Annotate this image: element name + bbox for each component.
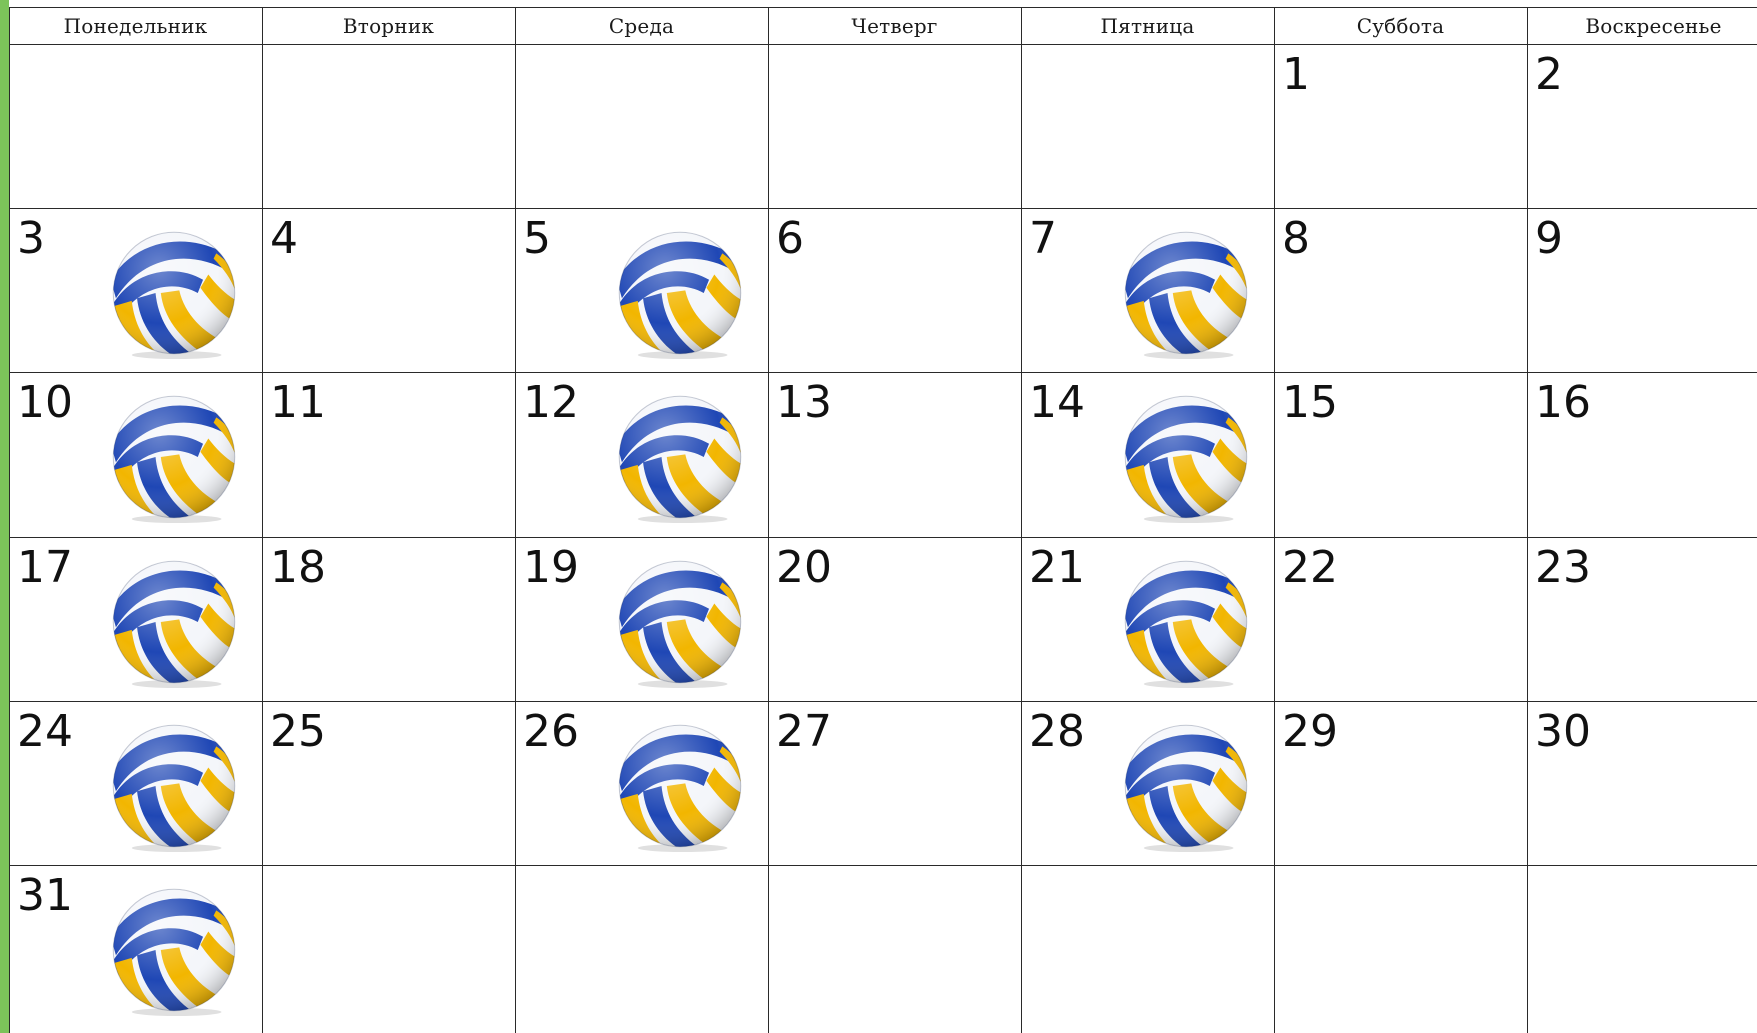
day-cell[interactable] — [1528, 45, 1757, 208]
day-number: 1 — [1282, 49, 1310, 100]
grid-row-line — [9, 537, 1757, 538]
volleyball-icon — [1120, 720, 1252, 852]
day-number: 6 — [776, 213, 804, 264]
volleyball-icon — [108, 720, 240, 852]
day-number: 10 — [17, 377, 73, 428]
day-number: 7 — [1029, 213, 1057, 264]
volleyball-icon — [614, 556, 746, 688]
day-cell[interactable] — [1528, 373, 1757, 537]
day-number: 17 — [17, 542, 73, 593]
weekday-header: Вторник — [342, 14, 435, 38]
day-cell[interactable] — [769, 866, 1021, 1033]
day-cell[interactable] — [1528, 702, 1757, 865]
day-number: 20 — [776, 542, 832, 593]
day-cell[interactable] — [516, 45, 768, 208]
grid-column-line — [515, 7, 516, 1033]
volleyball-icon — [614, 720, 746, 852]
volleyball-icon — [108, 391, 240, 523]
day-cell[interactable] — [10, 373, 262, 537]
day-cell[interactable] — [10, 866, 262, 1033]
grid-row-line — [9, 44, 1757, 45]
day-cell[interactable] — [769, 702, 1021, 865]
day-cell[interactable] — [1275, 209, 1527, 372]
day-number: 5 — [523, 213, 551, 264]
day-cell[interactable] — [263, 538, 515, 701]
day-cell[interactable] — [10, 45, 262, 208]
volleyball-icon — [614, 391, 746, 523]
volleyball-icon — [108, 227, 240, 359]
day-cell[interactable] — [263, 45, 515, 208]
day-cell[interactable] — [1528, 538, 1757, 701]
day-cell[interactable] — [516, 209, 768, 372]
day-cell[interactable] — [1275, 702, 1527, 865]
volleyball-icon — [108, 556, 240, 688]
day-cell[interactable] — [1528, 866, 1757, 1033]
day-number: 4 — [270, 213, 298, 264]
page-edge-stripe — [0, 0, 9, 1033]
day-cell[interactable] — [516, 538, 768, 701]
day-number: 8 — [1282, 213, 1310, 264]
day-cell[interactable] — [1275, 373, 1527, 537]
day-number: 23 — [1535, 542, 1591, 593]
day-cell[interactable] — [1022, 45, 1274, 208]
month-calendar — [9, 0, 1757, 1033]
day-number: 2 — [1535, 49, 1563, 100]
day-number: 25 — [270, 706, 326, 757]
weekday-header: Понедельник — [63, 14, 208, 38]
grid-row-line — [9, 865, 1757, 866]
day-cell[interactable] — [1528, 209, 1757, 372]
day-cell[interactable] — [516, 373, 768, 537]
day-number: 30 — [1535, 706, 1591, 757]
grid-column-line — [768, 7, 769, 1033]
day-cell[interactable] — [1022, 538, 1274, 701]
day-number: 24 — [17, 706, 73, 757]
volleyball-icon — [108, 884, 240, 1016]
day-number: 11 — [270, 377, 326, 428]
day-cell[interactable] — [769, 373, 1021, 537]
day-cell[interactable] — [1275, 45, 1527, 208]
volleyball-icon — [1120, 391, 1252, 523]
day-cell[interactable] — [516, 866, 768, 1033]
day-cell[interactable] — [263, 209, 515, 372]
day-number: 26 — [523, 706, 579, 757]
volleyball-icon — [1120, 227, 1252, 359]
weekday-header: Среда — [608, 14, 675, 38]
day-number: 28 — [1029, 706, 1085, 757]
day-cell[interactable] — [769, 45, 1021, 208]
day-cell[interactable] — [1275, 538, 1527, 701]
day-cell[interactable] — [263, 373, 515, 537]
day-number: 22 — [1282, 542, 1338, 593]
day-cell[interactable] — [516, 702, 768, 865]
volleyball-icon — [1120, 556, 1252, 688]
day-number: 14 — [1029, 377, 1085, 428]
grid-row-line — [9, 7, 1757, 8]
grid-column-line — [1021, 7, 1022, 1033]
volleyball-icon — [614, 227, 746, 359]
grid-row-line — [9, 208, 1757, 209]
day-number: 31 — [17, 870, 73, 921]
day-number: 15 — [1282, 377, 1338, 428]
day-cell[interactable] — [10, 209, 262, 372]
day-cell[interactable] — [1275, 866, 1527, 1033]
day-cell[interactable] — [1022, 209, 1274, 372]
grid-row-line — [9, 372, 1757, 373]
weekday-header: Воскресенье — [1585, 14, 1722, 38]
day-number: 27 — [776, 706, 832, 757]
grid-column-line — [1274, 7, 1275, 1033]
weekday-header: Пятница — [1100, 14, 1195, 38]
weekday-header: Суббота — [1356, 14, 1445, 38]
grid-column-line — [1527, 7, 1528, 1033]
day-number: 3 — [17, 213, 45, 264]
day-number: 21 — [1029, 542, 1085, 593]
day-cell[interactable] — [769, 209, 1021, 372]
grid-column-line — [9, 7, 10, 1033]
day-cell[interactable] — [10, 702, 262, 865]
day-number: 16 — [1535, 377, 1591, 428]
day-cell[interactable] — [263, 866, 515, 1033]
day-number: 18 — [270, 542, 326, 593]
day-number: 13 — [776, 377, 832, 428]
day-number: 12 — [523, 377, 579, 428]
day-number: 29 — [1282, 706, 1338, 757]
day-cell[interactable] — [10, 538, 262, 701]
day-cell[interactable] — [1022, 373, 1274, 537]
day-cell[interactable] — [1022, 866, 1274, 1033]
weekday-header: Четверг — [851, 14, 938, 38]
day-cell[interactable] — [769, 538, 1021, 701]
day-cell[interactable] — [1022, 702, 1274, 865]
grid-row-line — [9, 701, 1757, 702]
grid-column-line — [262, 7, 263, 1033]
day-number: 9 — [1535, 213, 1563, 264]
day-cell[interactable] — [263, 702, 515, 865]
day-number: 19 — [523, 542, 579, 593]
